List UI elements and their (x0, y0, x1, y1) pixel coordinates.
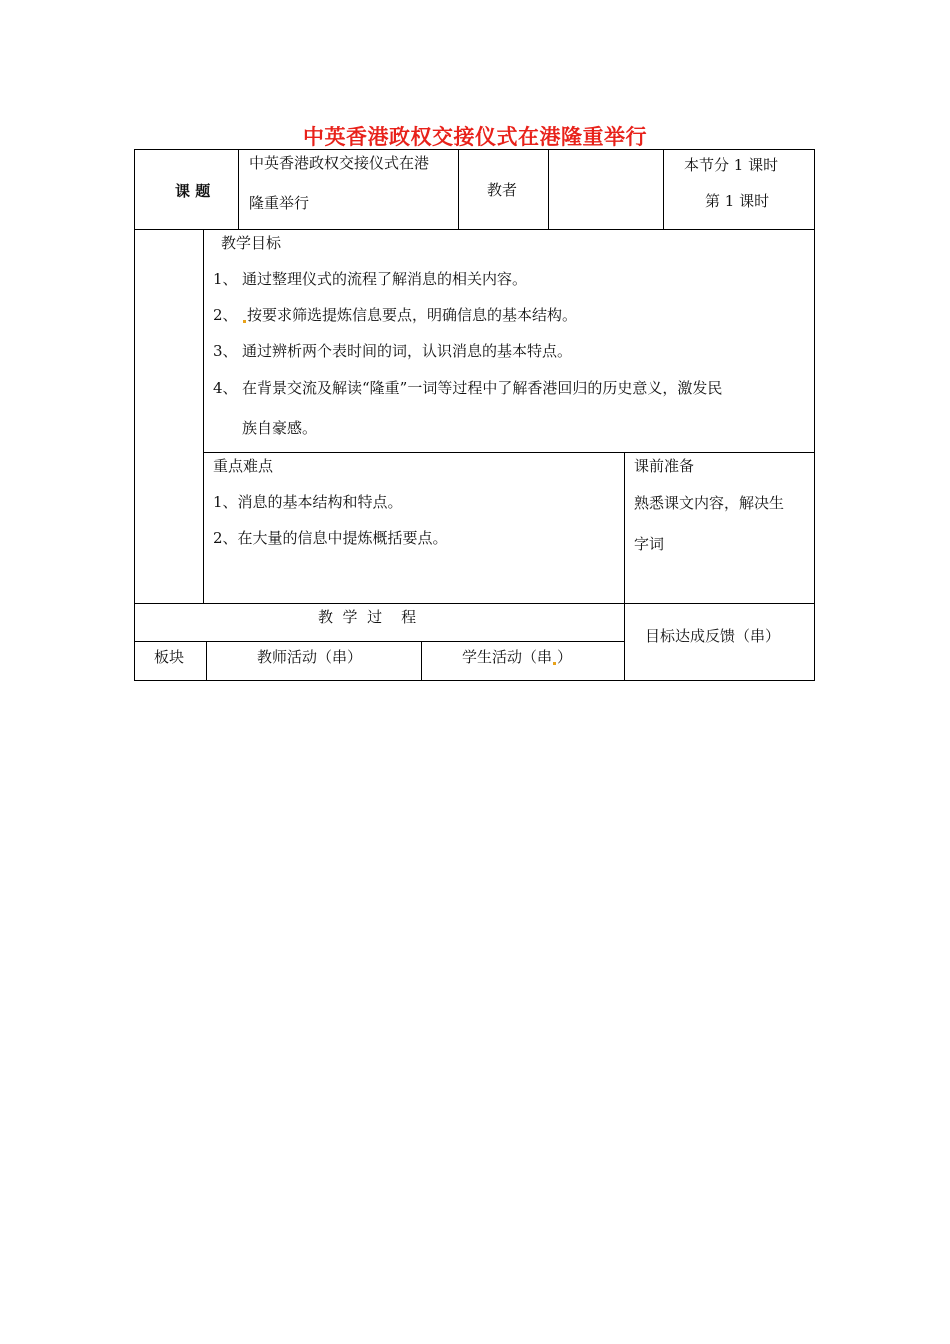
teacher-label: 教者 (487, 181, 518, 199)
mark-dot (243, 320, 246, 323)
row-divider-4 (134, 641, 625, 642)
objective-text-3: 通过辨析两个表时间的词，认识消息的基本特点。 (242, 342, 573, 360)
objectives-heading: 教学目标 (221, 234, 282, 252)
col-divider-teacher (458, 149, 459, 229)
topic-value-line2: 隆重举行 (249, 194, 310, 212)
row-divider-2 (203, 452, 815, 453)
student-activity-close: ） (557, 648, 573, 666)
objective-text-4: 在背景交流及解读“隆重”一词等过程中了解香港回归的历史意义，激发民 (242, 379, 723, 397)
row-divider-3 (134, 603, 815, 604)
col-divider-hours (663, 149, 664, 229)
objective-item-2 (242, 305, 577, 325)
objective-text-2: 按要求筛选提炼信息要点，明确信息的基本结构。 (247, 306, 578, 324)
row-divider-1 (134, 229, 815, 230)
student-activity-label: 学生活动（串 (462, 648, 553, 666)
block-header: 板块 (154, 648, 185, 666)
preparation-line2: 字词 (634, 535, 665, 553)
col-divider-topic (238, 149, 239, 229)
col-divider-student (421, 641, 422, 681)
objective-num-1: 1、 (213, 270, 238, 288)
table-border-bottom (134, 680, 815, 681)
preparation-line1: 熟悉课文内容，解决生 (634, 494, 785, 512)
col-divider-teacher-value (548, 149, 549, 229)
topic-value-line1: 中英香港政权交接仪式在港 (249, 154, 430, 172)
table-border-left (134, 149, 135, 681)
col-divider-preparation (624, 452, 625, 681)
feedback-header: 目标达成反馈（串） (645, 627, 781, 645)
topic-label: 课 题 (175, 182, 211, 200)
objective-num-3: 3、 (213, 342, 238, 360)
objective-num-2: 2、 (213, 306, 238, 324)
key-points-heading: 重点难点 (213, 457, 274, 475)
key-point-1: 1、消息的基本结构和特点。 (213, 493, 403, 511)
objective-num-4: 4、 (213, 379, 238, 397)
col-divider-left-narrow (203, 229, 204, 603)
col-divider-block (206, 641, 207, 681)
teacher-activity-header: 教师活动（串） (257, 648, 363, 666)
key-point-2: 2、在大量的信息中提炼概括要点。 (213, 529, 448, 547)
objective-text-4-cont: 族自豪感。 (242, 419, 318, 437)
hours-current: 第 1 课时 (705, 192, 770, 210)
hours-total: 本节分 1 课时 (684, 156, 779, 174)
table-border-top (134, 149, 815, 150)
document-title: 中英香港政权交接仪式在港隆重举行 (303, 125, 647, 149)
preparation-heading: 课前准备 (634, 457, 695, 475)
process-heading: 教 学 过 程 (318, 608, 417, 626)
mark-dot (553, 662, 556, 665)
objective-text-1: 通过整理仪式的流程了解消息的相关内容。 (242, 270, 528, 288)
student-activity-header (462, 647, 572, 667)
table-border-right (814, 149, 815, 681)
